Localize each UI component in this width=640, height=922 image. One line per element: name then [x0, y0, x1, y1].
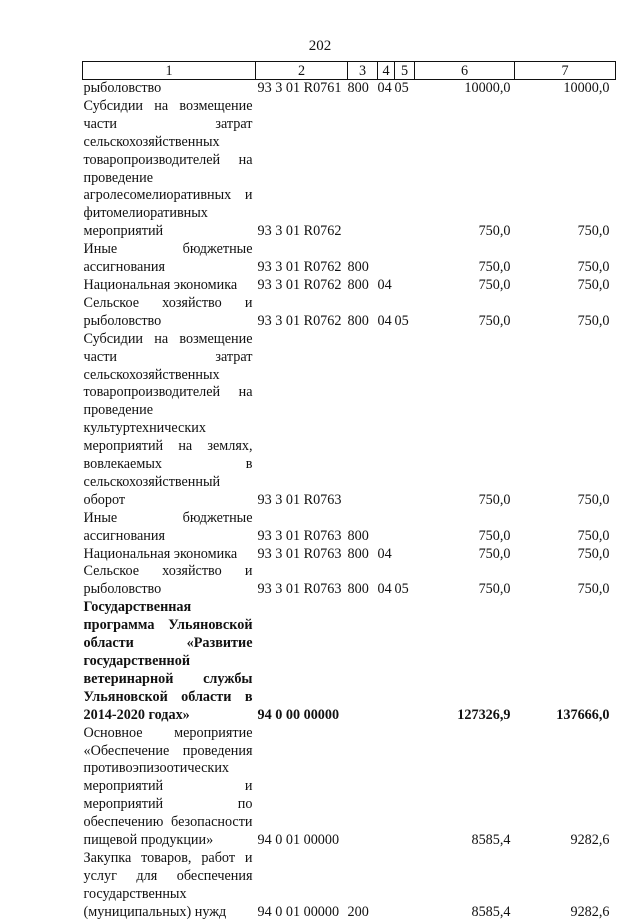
- row-expense-type: [348, 331, 378, 510]
- table-row: [83, 80, 616, 98]
- row-expense-type: [348, 98, 378, 241]
- row-section: 04: [377, 312, 392, 329]
- row-code: 93 3 01 R0763: [257, 491, 342, 508]
- column-header-5: 5: [395, 62, 415, 80]
- row-amount-col6: 10000,0: [464, 80, 511, 96]
- table-row: [83, 510, 616, 546]
- row-name: Закупка товаров, работ и услуг для обеспечения государственных (муниципальных) нужд: [83, 849, 253, 920]
- row-amount-col7: 10000,0: [563, 80, 610, 96]
- row-section: [378, 599, 395, 724]
- column-header-2: 2: [256, 62, 348, 80]
- table-row: [83, 599, 616, 724]
- row-subsection: [395, 510, 415, 546]
- row-code: 93 3 01 R0762: [257, 312, 342, 329]
- row-section: 04: [377, 545, 392, 562]
- row-amount-col6: 8585,4: [471, 903, 511, 920]
- row-amount-col6: 750,0: [478, 259, 511, 276]
- row-name: Национальная экономика: [83, 276, 238, 293]
- row-section: [378, 98, 395, 241]
- row-subsection: [395, 98, 415, 241]
- row-section: [378, 331, 395, 510]
- row-subsection: 05: [394, 80, 409, 96]
- row-section: [378, 850, 395, 922]
- row-name: рыболовство: [83, 80, 162, 96]
- row-subsection: 05: [394, 581, 409, 598]
- row-section: 04: [377, 276, 392, 293]
- row-code: 94 0 01 00000: [257, 832, 340, 849]
- column-header-1: 1: [83, 62, 256, 80]
- header-row: [83, 62, 616, 80]
- row-subsection: 05: [394, 312, 409, 329]
- row-amount-col7: 137666,0: [556, 706, 610, 723]
- row-amount-col6: 750,0: [478, 545, 511, 562]
- row-name: Субсидии на возмещение части затрат сельскохозяйственных товаропроизводителей на проведение культуртехнических мероприятий на землях, вовлекаемых в сельскохозяйственный оборот: [83, 330, 253, 508]
- row-expense-type: 800: [347, 259, 369, 276]
- row-subsection: [395, 850, 415, 922]
- column-header-6: 6: [415, 62, 515, 80]
- table-row: [83, 277, 616, 295]
- row-amount-col7: 750,0: [577, 545, 610, 562]
- row-amount-col6: 750,0: [478, 491, 511, 508]
- row-expense-type: [348, 725, 378, 850]
- column-header-4: 4: [378, 62, 395, 80]
- table-body: [83, 80, 616, 922]
- table-row: [83, 241, 616, 277]
- row-name: Основное мероприятие «Обеспечение проведения противоэпизоотических мероприятий и мероприятий по обеспечению безопасности пищевой продукции»: [83, 724, 253, 849]
- row-subsection: [395, 277, 415, 295]
- row-amount-col6: 750,0: [478, 581, 511, 598]
- row-subsection: [395, 546, 415, 564]
- row-code: 93 3 01 R0763: [257, 527, 342, 544]
- row-code: 93 3 01 R0762: [257, 276, 342, 293]
- row-code: 93 3 01 R0762: [257, 223, 342, 240]
- row-expense-type: [348, 599, 378, 724]
- row-section: [378, 510, 395, 546]
- row-amount-col7: 9282,6: [570, 832, 610, 849]
- row-section: 04: [377, 581, 392, 598]
- row-amount-col7: 750,0: [577, 491, 610, 508]
- row-amount-col7: 750,0: [577, 276, 610, 293]
- row-amount-col6: 8585,4: [471, 832, 511, 849]
- row-name: Субсидии на возмещение части затрат сельскохозяйственных товаропроизводителей на проведение агролесомелиоративных и фитомелиоративных мероприятий: [83, 97, 253, 240]
- row-name: Сельское хозяйство и рыболовство: [83, 563, 253, 598]
- table-row: [83, 546, 616, 564]
- row-amount-col6: 127326,9: [457, 706, 511, 723]
- row-section: [378, 725, 395, 850]
- table-row: [83, 563, 616, 599]
- row-subsection: [395, 599, 415, 724]
- row-amount-col7: 9282,6: [570, 903, 610, 920]
- row-amount-col7: 750,0: [577, 527, 610, 544]
- row-subsection: [395, 331, 415, 510]
- row-name: Государственная программа Ульяновской области «Развитие государственной ветеринарной службы Ульяновской области в 2014-2020 годах»: [83, 599, 253, 723]
- table-row: [83, 725, 616, 850]
- row-subsection: [395, 241, 415, 277]
- row-code: 93 3 01 R0761: [257, 80, 342, 96]
- row-amount-col7: 750,0: [577, 312, 610, 329]
- row-amount-col6: 750,0: [478, 223, 511, 240]
- row-amount-col7: 750,0: [577, 259, 610, 276]
- row-code: 94 0 00 00000: [257, 706, 340, 723]
- budget-table: [82, 61, 616, 922]
- row-code: 93 3 01 R0763: [257, 545, 342, 562]
- row-amount-col6: 750,0: [478, 312, 511, 329]
- row-name: Сельское хозяйство и рыболовство: [83, 294, 253, 329]
- row-code: 94 0 01 00000: [257, 903, 340, 920]
- table-row: [83, 850, 616, 922]
- row-code: 93 3 01 R0763: [257, 581, 342, 598]
- row-code: 93 3 01 R0762: [257, 259, 342, 276]
- row-expense-type: 800: [347, 312, 369, 329]
- row-amount-col7: 750,0: [577, 581, 610, 598]
- row-expense-type: 800: [347, 80, 369, 96]
- row-expense-type: 200: [347, 903, 369, 920]
- table-row: [83, 98, 616, 241]
- row-expense-type: 800: [347, 527, 369, 544]
- row-amount-col6: 750,0: [478, 276, 511, 293]
- row-amount-col7: 750,0: [577, 223, 610, 240]
- page-number: 202: [308, 38, 332, 54]
- row-subsection: [395, 725, 415, 850]
- row-name: Иные бюджетные ассигнования: [83, 509, 253, 544]
- row-section: 04: [377, 80, 392, 96]
- column-header-7: 7: [515, 62, 616, 80]
- table-row: [83, 331, 616, 510]
- row-expense-type: 800: [347, 545, 369, 562]
- row-amount-col6: 750,0: [478, 527, 511, 544]
- row-section: [378, 241, 395, 277]
- row-name: Иные бюджетные ассигнования: [83, 241, 253, 276]
- row-expense-type: 800: [347, 581, 369, 598]
- row-name: Национальная экономика: [83, 545, 238, 562]
- table-row: [83, 295, 616, 331]
- column-header-3: 3: [348, 62, 378, 80]
- row-expense-type: 800: [347, 276, 369, 293]
